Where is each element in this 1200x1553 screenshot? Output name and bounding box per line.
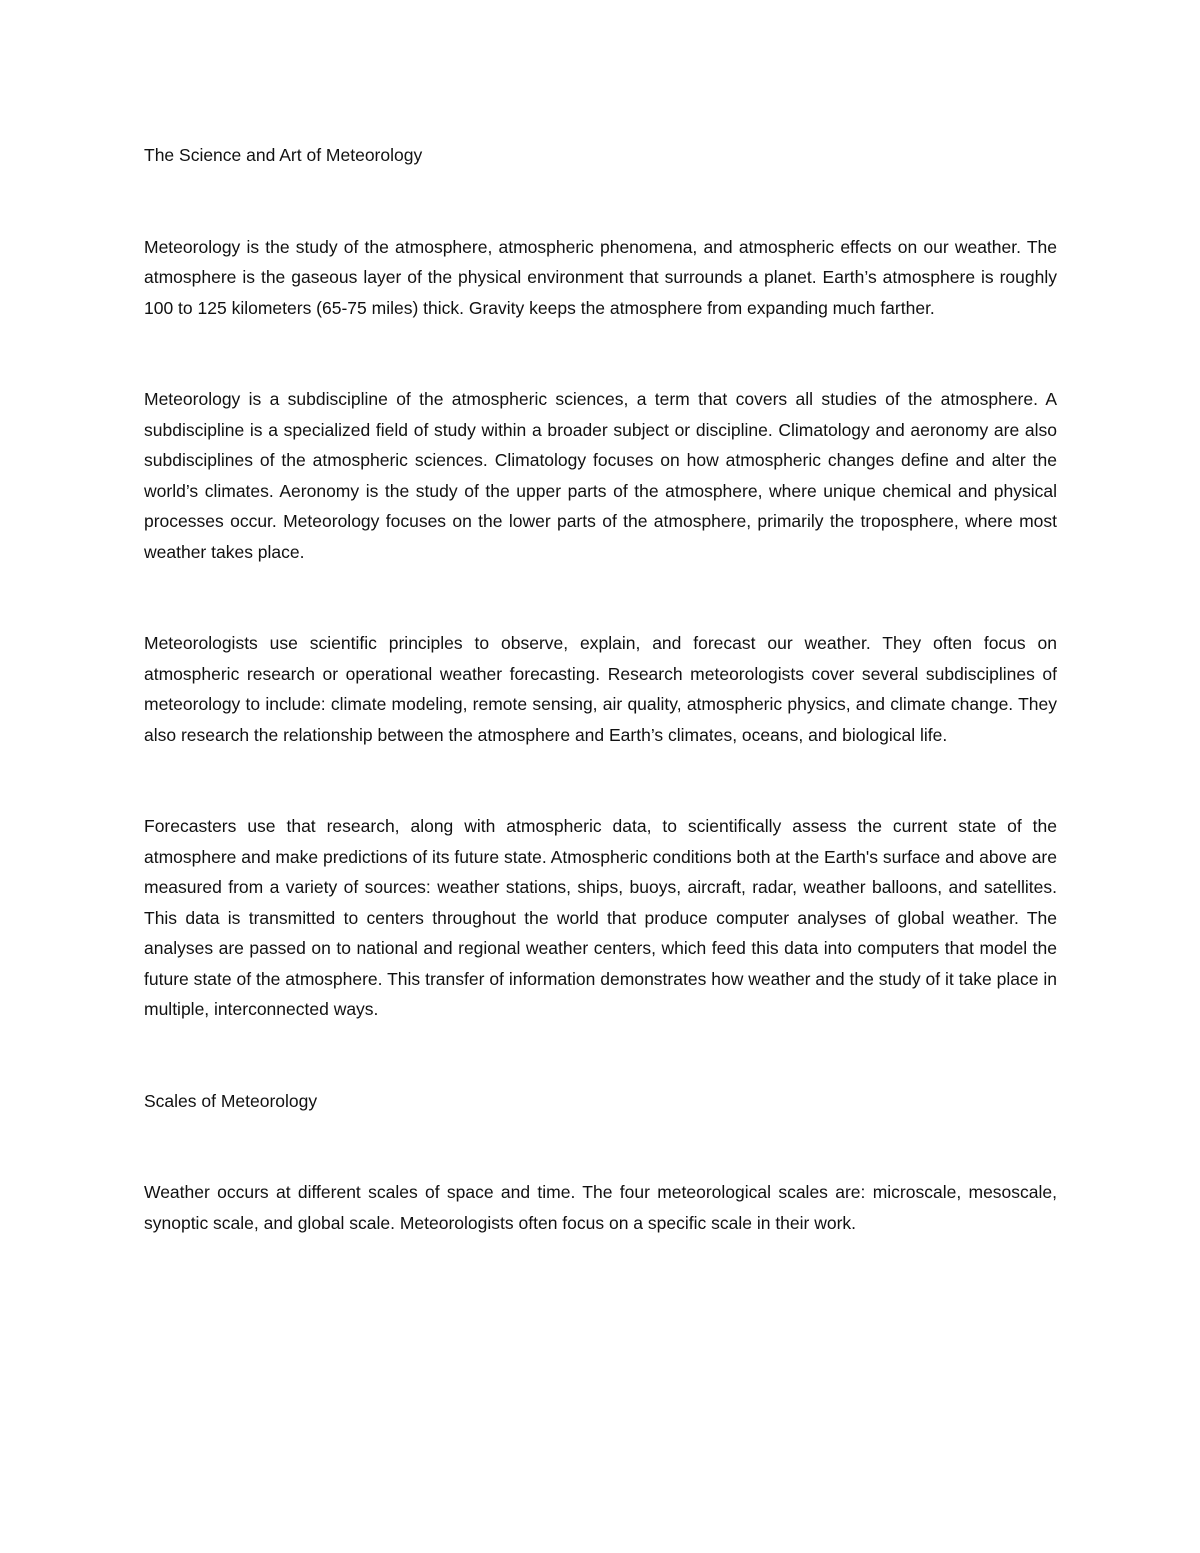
spacer: [144, 171, 1057, 232]
spacer: [144, 750, 1057, 811]
document-title: The Science and Art of Meteorology: [144, 145, 423, 165]
section-heading: Scales of Meteorology: [144, 1090, 318, 1111]
document-body: [144, 140, 1057, 1238]
spacer: [144, 1116, 1057, 1177]
paragraph-1: Meteorology is the study of the atmosphere, atmospheric phenomena, and atmospheric effects on our weather. The atmosphere is the gaseous layer of the physical environment that surrounds a planet. Earth’s atmosphere is roughly 100 to 125 kilometers (65-75 miles) thick. Gravity keeps the atmosphere from expanding much farther.: [144, 236, 1057, 318]
paragraph-4: Forecasters use that research, along with atmospheric data, to scientifically assess the current state of the atmosphere and make predictions of its future state. Atmospheric conditions both at the Earth's surface and above are measured from a variety of sources: weather stations, ships, buoys, aircraft, radar, weather balloons, and satellites. This data is transmitted to centers throughout the world that produce computer analyses of global weather. The analyses are passed on to national and regional weather centers, which feed this data into computers that model the future state of the atmosphere. This transfer of information demonstrates how weather and the study of it take place in multiple, interconnected ways.: [144, 816, 1057, 1019]
spacer: [144, 323, 1057, 384]
spacer: [144, 1025, 1057, 1086]
section-paragraph-1: Weather occurs at different scales of space and time. The four meteorological scales are: microscale, mesoscale, synoptic scale, and global scale. Meteorologists often focus on a specific scale in their work.: [144, 1182, 1057, 1233]
spacer: [144, 567, 1057, 628]
paragraph-3: Meteorologists use scientific principles to observe, explain, and forecast our weather. They often focus on atmospheric research or operational weather forecasting. Research meteorologists cover several subdisciplines of meteorology to include: climate modeling, remote sensing, air quality, atmospheric physics, and climate change. They also research the relationship between the atmosphere and Earth’s climates, oceans, and biological life.: [144, 633, 1057, 745]
paragraph-2: Meteorology is a subdiscipline of the atmospheric sciences, a term that covers all studies of the atmosphere. A subdiscipline is a specialized field of study within a broader subject or discipline. Climatology and aeronomy are also subdisciplines of the atmospheric sciences. Climatology focuses on how atmospheric changes define and alter the world’s climates. Aeronomy is the study of the upper parts of the atmosphere, where unique chemical and physical processes occur. Meteorology focuses on the lower parts of the atmosphere, primarily the troposphere, where most weather takes place.: [144, 389, 1057, 562]
